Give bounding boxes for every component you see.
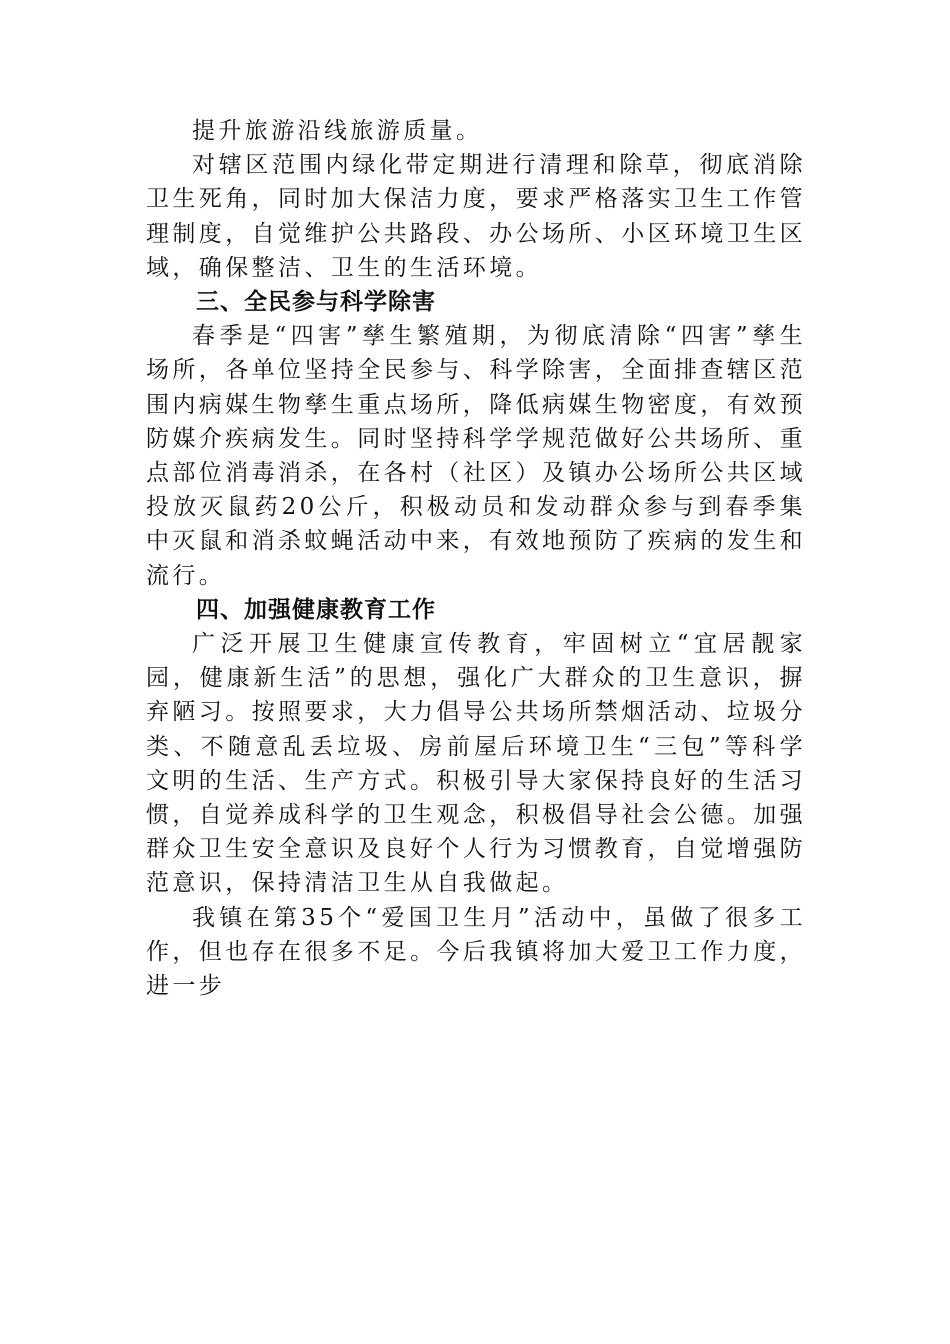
- paragraph-3: 春季是“四害”孳生繁殖期，为彻底清除“四害”孳生场所，各单位坚持全民参与、科学除害，全面排查辖区范围内病媒生物孳生重点场所，降低病媒生物密度，有效预防媒介疾病发生。同时坚持科学学规范做好公共场所、重点部位消毒消杀，在各村（社区）及镇办公场所公共区域投放灭鼠药20公斤，积极动员和发动群众参与到春季集中灭鼠和消杀蚊蝇活动中来，有效地预防了疾病的发生和流行。: [146, 323, 806, 589]
- paragraph-5: 我镇在第35个“爱国卫生月”活动中，虽做了很多工作，但也存在很多不足。今后我镇将加大爱卫工作力度，进一步: [146, 904, 806, 1000]
- section-heading-3: 三、全民参与科学除害: [196, 289, 436, 316]
- paragraph-1: 提升旅游沿线旅游质量。: [192, 118, 483, 144]
- document-page: [146, 114, 806, 1003]
- paragraph-2: 对辖区范围内绿化带定期进行清理和除草，彻底消除卫生死角，同时加大保洁力度，要求严格落实卫生工作管理制度，自觉维护公共路段、办公场所、小区环境卫生区域，确保整洁、卫生的生活环境。: [146, 152, 806, 281]
- paragraph-4: 广泛开展卫生健康宣传教育，牢固树立“宜居靓家园，健康新生活”的思想，强化广大群众的卫生意识，摒弃陋习。按照要求，大力倡导公共场所禁烟活动、垃圾分类、不随意乱丢垃圾、房前屋后环境卫生“三包”等科学文明的生活、生产方式。积极引导大家保持良好的生活习惯，自觉养成科学的卫生观念，积极倡导社会公德。加强群众卫生安全意识及良好个人行为习惯教育，自觉增强防范意识，保持清洁卫生从自我做起。: [146, 631, 806, 897]
- section-heading-4: 四、加强健康教育工作: [196, 596, 436, 623]
